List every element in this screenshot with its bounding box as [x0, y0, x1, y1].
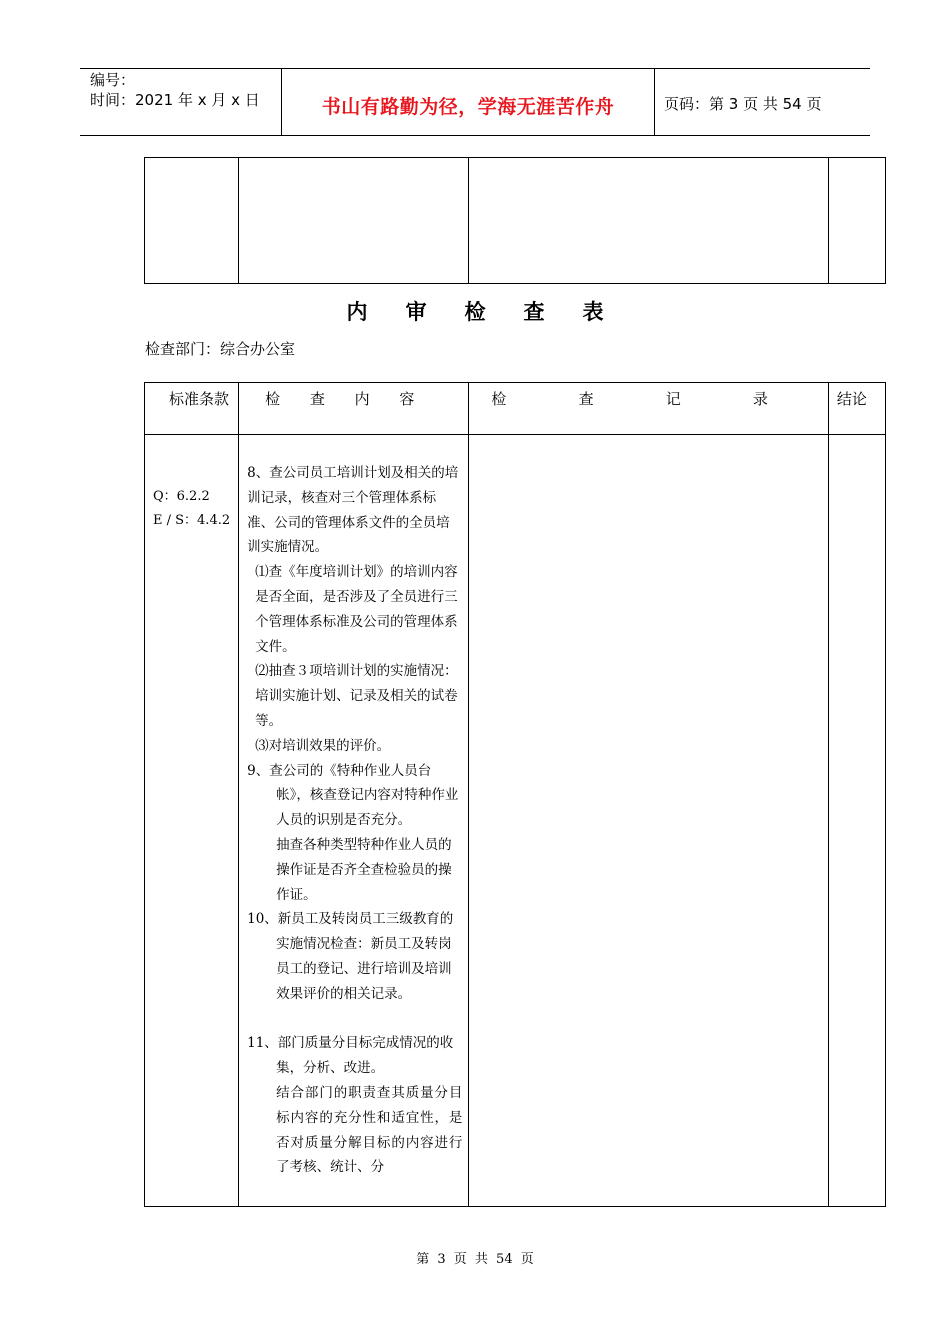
content-item-9-detail: 抽查各种类型特种作业人员的操作证是否齐全查检验员的操作证。 [276, 836, 452, 903]
header-meta [90, 70, 260, 110]
header-check-content: 检 查 内 容 [239, 383, 469, 435]
department-label: 检查部门：综合办公室 [145, 340, 296, 358]
conclusion-cell [828, 435, 885, 1207]
empty-cell [239, 158, 469, 284]
header-check-record: 检 查 记 录 [469, 383, 828, 435]
audit-checklist-table [144, 382, 886, 1207]
content-sub-item-3: ⑶对培训效果的评价。 [255, 737, 391, 754]
header-top-rule [80, 68, 870, 69]
content-sub-item-1: ⑴查《年度培训计划》的培训内容是否全面，是否涉及了全员进行三个管理体系标准及公司的管理体系文件。 [255, 564, 458, 655]
content-item-11: 11、部门质量分目标完成情况的收集，分析、改进。 [247, 1035, 454, 1077]
spacer [247, 1007, 462, 1032]
table-row [145, 435, 886, 1207]
clause-es: E / S：4.4.2 [153, 513, 231, 528]
content-item-9: 9、查公司的《特种作业人员台帐》，核查登记内容对特种作业人员的识别是否充分。 [247, 762, 459, 829]
header-motto: 书山有路勤为径，学海无涯苦作舟 [321, 96, 615, 118]
document-time-label: 时间：2021 年 x 月 x 日 [90, 91, 260, 109]
header-conclusion: 结论 [828, 383, 885, 435]
document-number-label: 编号： [90, 71, 136, 89]
clause-q: Q：6.2.2 [153, 489, 210, 504]
empty-cell [145, 158, 239, 284]
page-footer: 第 3 页 共 54 页 [416, 1252, 534, 1267]
header-page-label: 页码：第 3 页 共 54 页 [664, 95, 822, 113]
content-item-8: 8、查公司员工培训计划及相关的培训记录，核查对三个管理体系标准、公司的管理体系文件的全员培训实施情况。 [247, 465, 459, 556]
empty-cell [828, 158, 885, 284]
table-header-row [145, 383, 886, 435]
content-item-10: 10、新员工及转岗员工三级教育的实施情况检查：新员工及转岗员工的登记、进行培训及培训效果评价的相关记录。 [247, 911, 454, 1002]
check-record-cell [469, 435, 828, 1207]
header-standard-clause: 标准条款 [145, 383, 239, 435]
header-bottom-rule [80, 135, 870, 136]
empty-cell [469, 158, 828, 284]
header-divider-right [654, 68, 655, 136]
page-title: 内审检查表 [346, 299, 642, 324]
content-sub-item-2: ⑵抽查３项培训计划的实施情况：培训实施计划、记录及相关的试卷等。 [255, 663, 458, 729]
content-item-11-detail: 结合部门的职责查其质量分目标内容的充分性和适宜性，是否对质量分解目标的内容进行了考核、统计、分 [276, 1084, 463, 1176]
standard-clause-cell [145, 435, 239, 1207]
check-content-cell [239, 435, 469, 1207]
previous-table-continuation [144, 157, 886, 284]
